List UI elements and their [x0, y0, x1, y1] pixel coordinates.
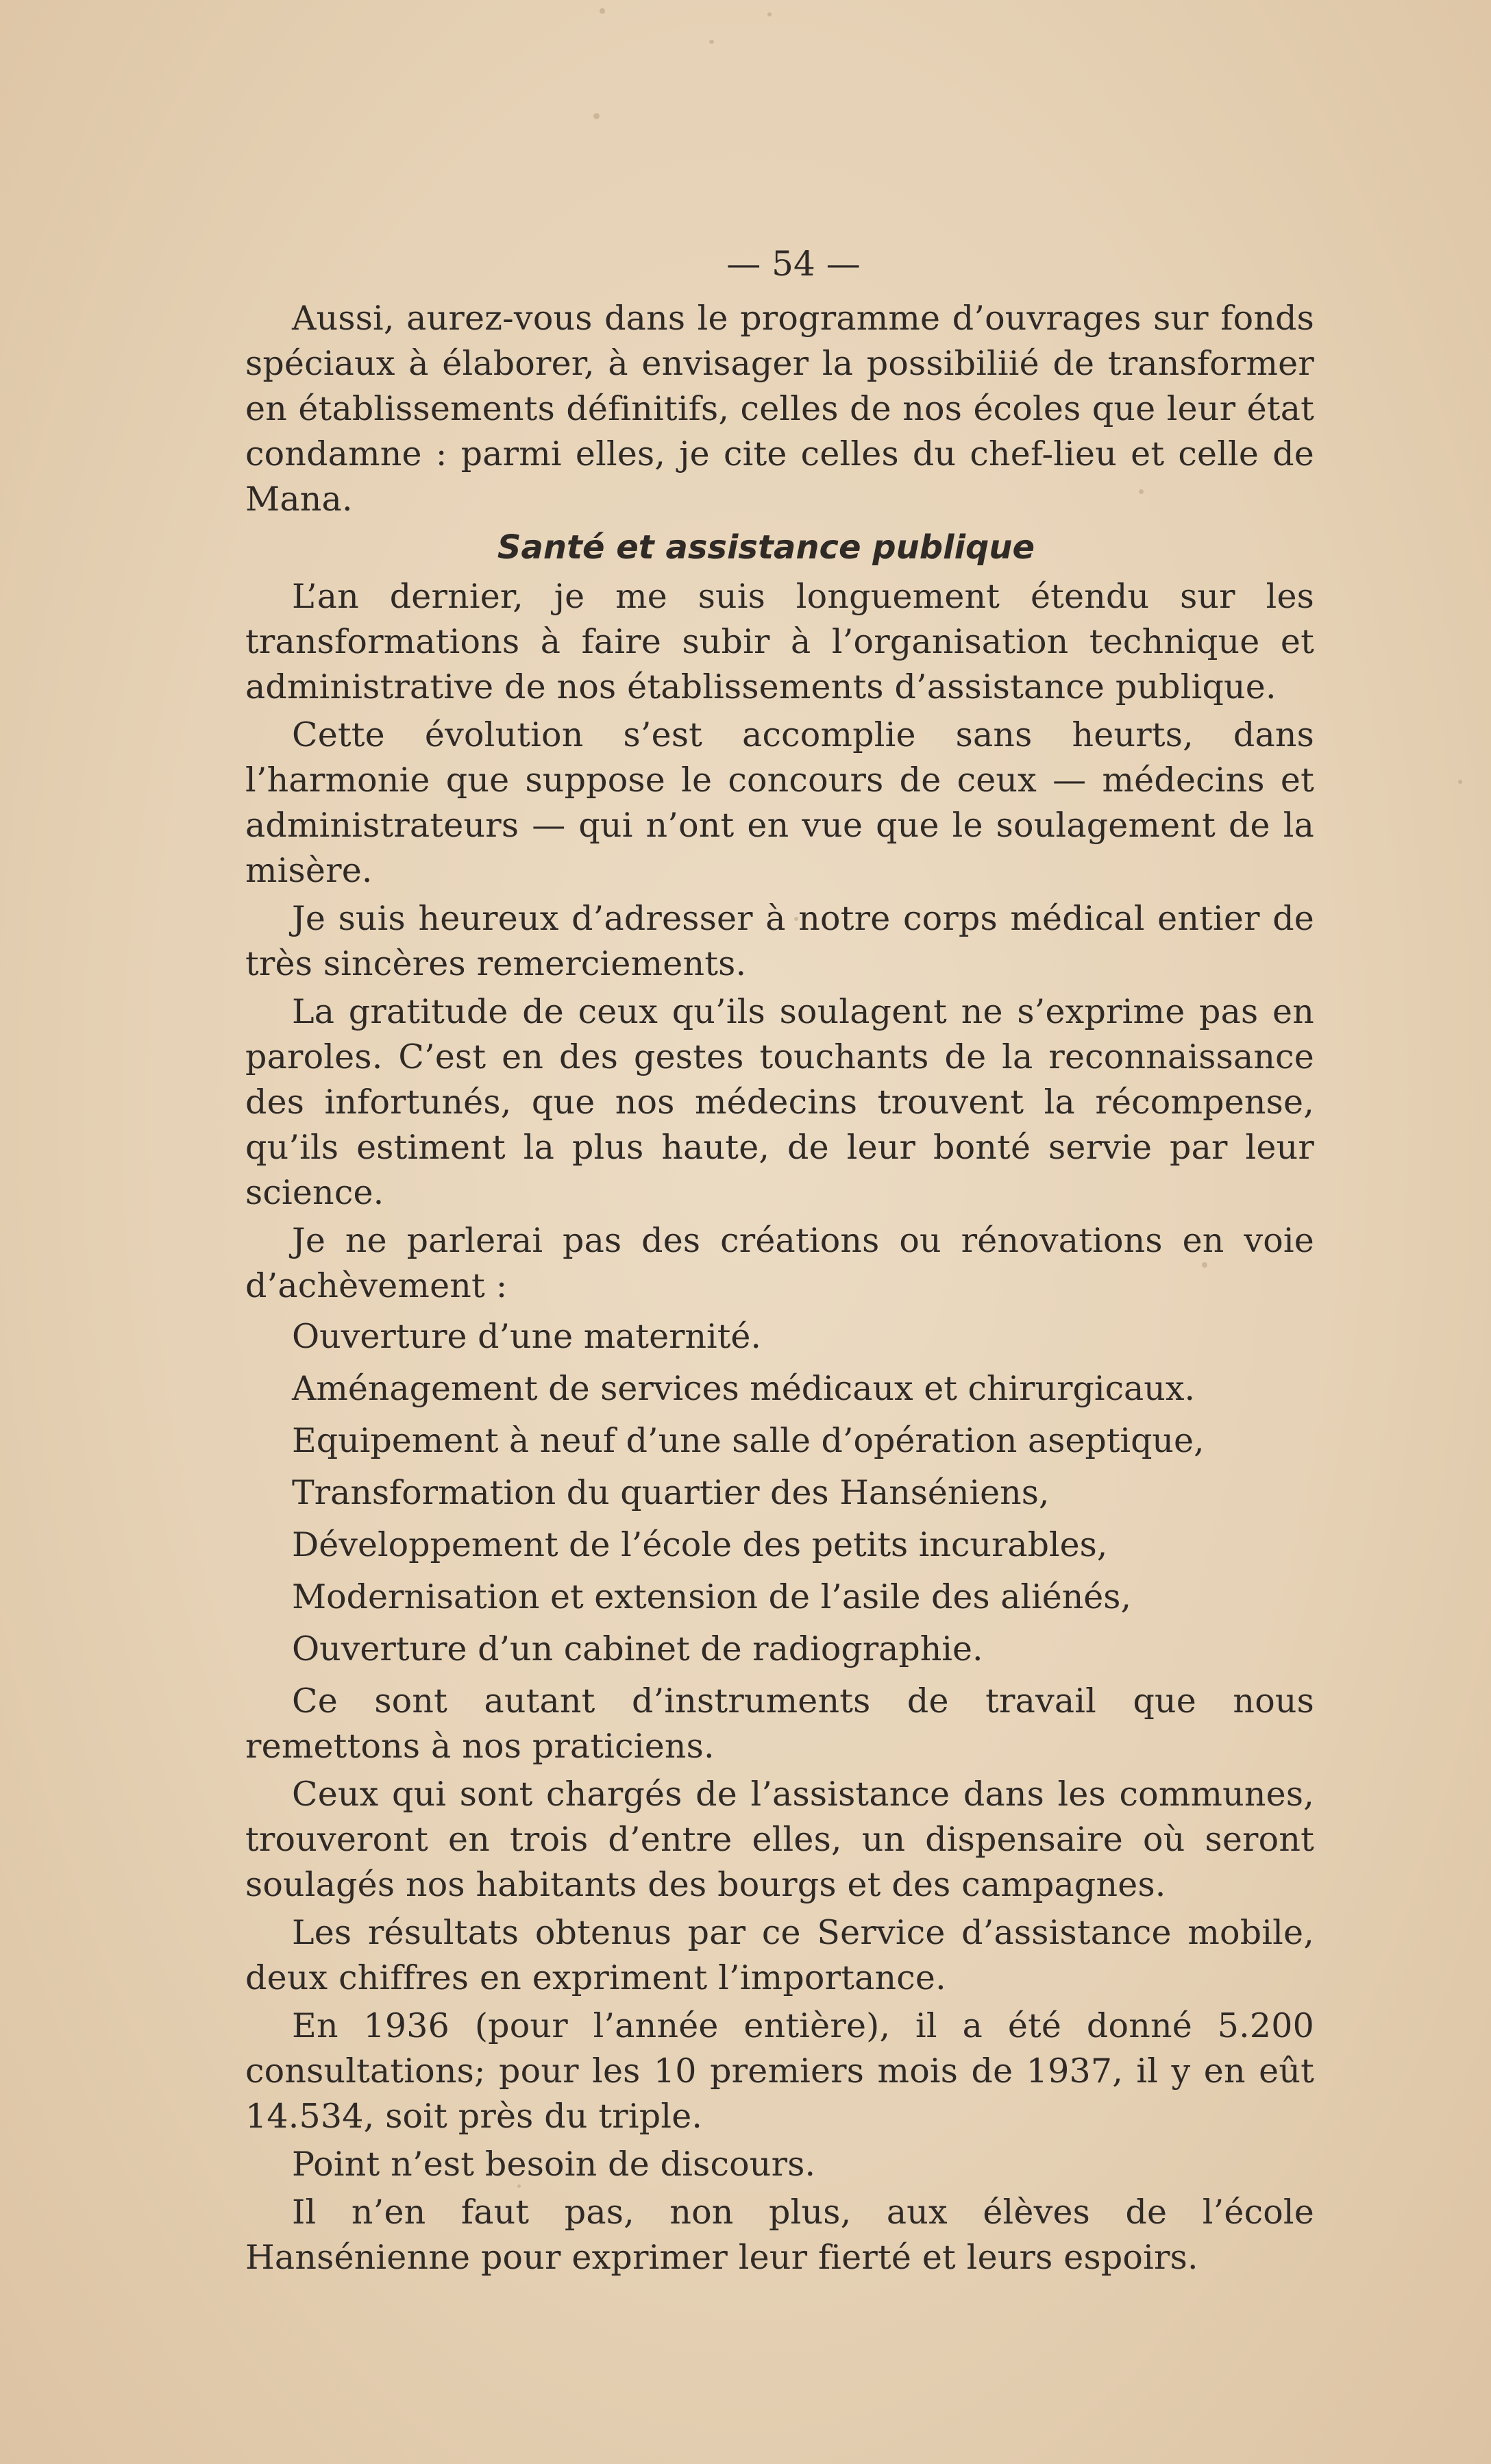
page-number: — 54 —	[726, 244, 861, 284]
list-item: Modernisation et extension de l’asile des aliénés,	[292, 1577, 1132, 1616]
paragraph: Les résultats obtenus par ce Service d’assistance mobile, deux chiffres en expriment l’importance.	[245, 1913, 1314, 1997]
list-item: Développement de l’école des petits incurables,	[292, 1525, 1108, 1564]
list-item: Aménagement de services médicaux et chirurgicaux.	[292, 1369, 1196, 1408]
text-column	[245, 241, 1314, 2283]
list-item: Transformation du quartier des Hanséniens,	[292, 1473, 1050, 1512]
paragraph: Point n’est besoin de discours.	[292, 2145, 816, 2184]
paragraph: Je suis heureux d’adresser à notre corps médical entier de très sincères remerciements.	[245, 899, 1314, 983]
paper-speck	[1458, 780, 1462, 784]
paragraph: L’an dernier, je me suis longuement étendu sur les transformations à faire subir à l’organisation technique et administrative de nos établissements d’assistance publique.	[245, 577, 1314, 706]
paragraph: Ceux qui sont chargés de l’assistance dans les communes, trouveront en trois d’entre elles, un dispensaire où seront soulagés nos habitants des bourgs et des campagnes.	[245, 1775, 1314, 1904]
intro-paragraph: Aussi, aurez-vous dans le programme d’ouvrages sur fonds spéciaux à élaborer, à envisager la possibiliié de transformer en établissements définitifs, celles de nos écoles que leur état condamne : parmi elles, je cite celles du chef-lieu et celle de Mana.	[245, 299, 1314, 519]
paragraph: Je ne parlerai pas des créations ou rénovations en voie d’achèvement :	[245, 1221, 1314, 1305]
list-item: Equipement à neuf d’une salle d’opération aseptique,	[292, 1421, 1205, 1460]
paragraph: Cette évolution s’est accomplie sans heurts, dans l’harmonie que suppose le concours de ceux — médecins et administrateurs — qui n’ont en vue que le soulagement de la misère.	[245, 715, 1314, 890]
section-heading: Santé et assistance publique	[497, 528, 1035, 567]
paragraph: En 1936 (pour l’année entière), il a été donné 5.200 consultations; pour les 10 premiers mois de 1937, il y en eût 14.534, soit près du triple.	[245, 2006, 1314, 2136]
list-item: Ouverture d’une maternité.	[292, 1317, 761, 1356]
paragraph: Il n’en faut pas, non plus, aux élèves de l’école Hansénienne pour exprimer leur fierté et leurs espoirs.	[245, 2193, 1314, 2277]
works-list	[245, 1314, 1314, 1672]
paper-speck	[767, 12, 772, 16]
paper-speck	[709, 40, 714, 44]
paragraph: Ce sont autant d’instruments de travail que nous remettons à nos praticiens.	[245, 1681, 1314, 1766]
list-item: Ouverture d’un cabinet de radiographie.	[292, 1629, 983, 1668]
paper-speck	[600, 8, 605, 14]
paragraph: La gratitude de ceux qu’ils soulagent ne s’exprime pas en paroles. C’est en des gestes touchants de la reconnaissance des infortunés, que nos médecins trouvent la récompense, qu’ils estiment la plus haute, de leur bonté servie par leur science.	[245, 992, 1314, 1212]
paper-speck	[593, 113, 600, 119]
